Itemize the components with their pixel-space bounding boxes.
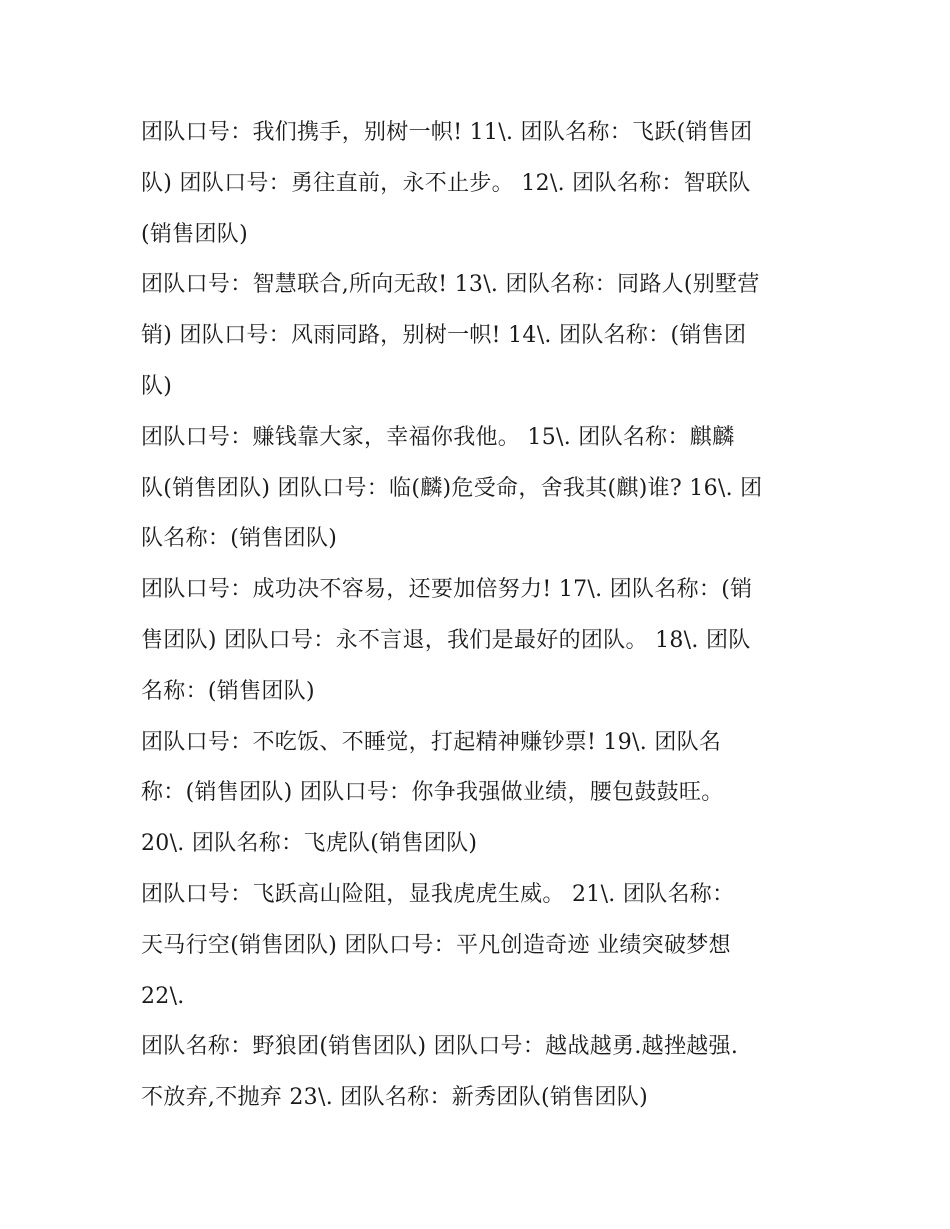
text-line-8: 队(销售团队) 团队口号：临(麟)危受命，舍我其(麒)谁? 16\. 团: [141, 475, 763, 501]
text-line-6: 队): [141, 373, 173, 399]
text-line-5: 销) 团队口号：风雨同路，别树一帜! 14\. 团队名称：(销售团: [141, 323, 747, 349]
text-line-2: 队) 团队口号：勇往直前，永不止步。 12\. 团队名称：智联队: [141, 170, 751, 196]
text-line-19: 团队名称：野狼团(销售团队) 团队口号：越战越勇.越挫越强.: [141, 1034, 739, 1060]
text-line-1: 团队口号：我们携手，别树一帜! 11\. 团队名称：飞跃(销售团: [141, 120, 753, 145]
text-line-17: 天马行空(销售团队) 团队口号：平凡创造奇迹 业绩突破梦想: [141, 932, 731, 958]
text-line-7: 团队口号：赚钱靠大家，幸福你我他。 15\. 团队名称：麒麟: [141, 424, 735, 450]
text-line-14: 称：(销售团队) 团队口号：你争我强做业绩，腰包鼓鼓旺。: [141, 780, 724, 806]
text-line-15: 20\. 团队名称：飞虎队(销售团队): [141, 831, 478, 857]
text-line-11: 售团队) 团队口号：永不言退，我们是最好的团队。 18\. 团队: [141, 627, 751, 653]
text-line-4: 团队口号：智慧联合,所向无敌! 13\. 团队名称：同路人(别墅营: [141, 272, 760, 298]
document-body: [141, 108, 821, 1124]
text-line-3: (销售团队): [141, 221, 248, 247]
text-line-16: 团队口号：飞跃高山险阻，显我虎虎生威。 21\. 团队名称：: [141, 881, 735, 907]
text-line-13: 团队口号：不吃饭、不睡觉，打起精神赚钞票! 19\. 团队名: [141, 729, 722, 755]
text-line-10: 团队口号：成功决不容易，还要加倍努力! 17\. 团队名称：(销: [141, 577, 753, 603]
text-line-18: 22\.: [141, 983, 185, 1009]
text-line-12: 名称：(销售团队): [141, 678, 315, 704]
text-line-9: 队名称：(销售团队): [141, 526, 338, 552]
text-line-20: 不放弃,不抛弃 23\. 团队名称：新秀团队(销售团队): [141, 1085, 648, 1111]
